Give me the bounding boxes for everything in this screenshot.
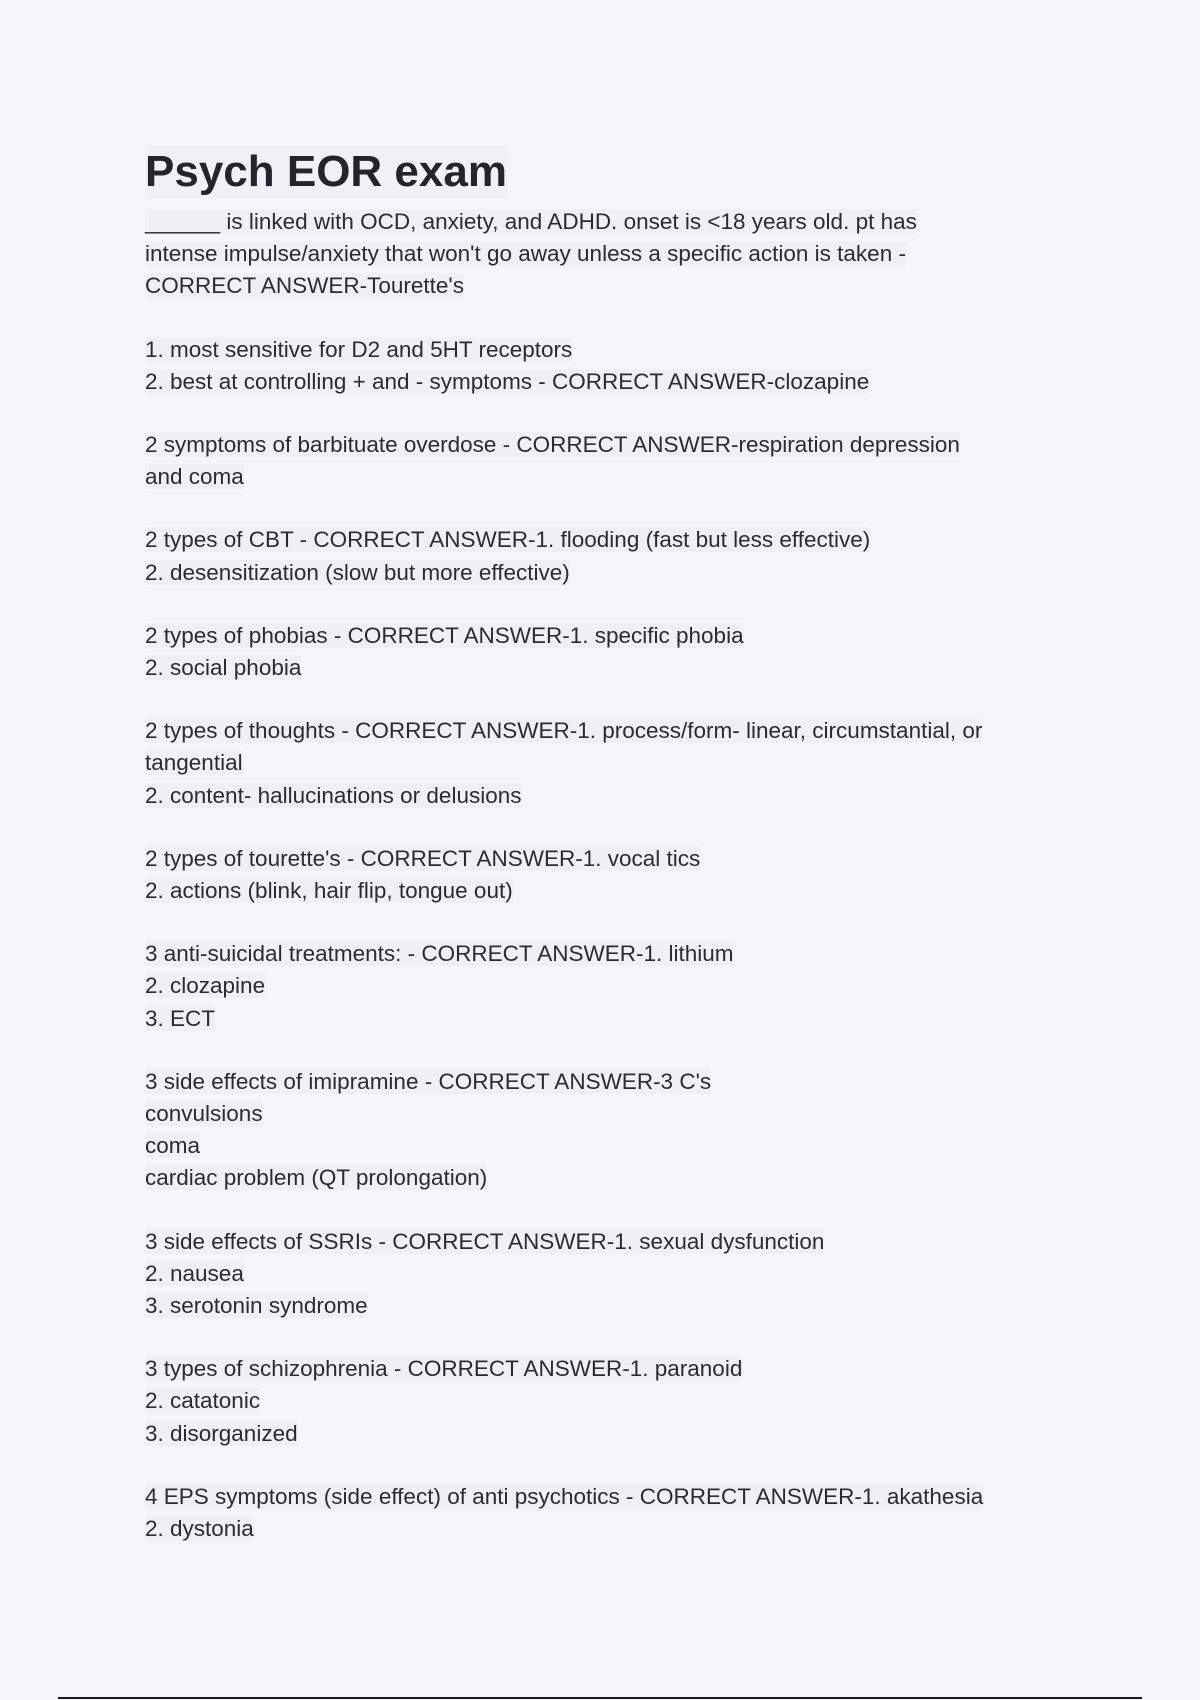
qa-entry-text: tangential: [145, 750, 243, 776]
qa-entry-line: [145, 715, 1065, 747]
qa-entry-text: 2 types of thoughts - CORRECT ANSWER-1. process/form- linear, circumstantial, or: [145, 718, 983, 744]
qa-entry-line: [145, 1066, 1065, 1098]
qa-entry-text: 2. clozapine: [145, 973, 266, 999]
qa-entry-text: cardiac problem (QT prolongation): [145, 1165, 488, 1191]
qa-entry-line: [145, 652, 1065, 684]
qa-entry-text: ______ is linked with OCD, anxiety, and ADHD. onset is <18 years old. pt has: [145, 209, 917, 234]
qa-entry-text: 2. dystonia: [145, 1516, 254, 1542]
qa-entry-line: [145, 1098, 1065, 1130]
qa-entry-line: [145, 461, 1065, 493]
qa-entry-text: 1. most sensitive for D2 and 5HT receptors: [145, 336, 573, 362]
qa-entry-text: 3. ECT: [145, 1005, 216, 1031]
qa-entry: [145, 429, 1065, 493]
qa-entry-line: [145, 524, 1065, 556]
qa-entry-text: coma: [145, 1133, 201, 1159]
qa-entry: [145, 206, 1065, 303]
qa-entry-line: [145, 1162, 1065, 1194]
qa-entry: [145, 843, 1065, 907]
qa-entry: [145, 334, 1065, 398]
qa-entry-line: [145, 1418, 1065, 1450]
qa-entry-line: [145, 1481, 1065, 1513]
qa-entry-text: 2. nausea: [145, 1260, 244, 1286]
qa-entry-text: and coma: [145, 464, 244, 490]
qa-entry-line: [145, 429, 1065, 461]
qa-entry-line: [145, 366, 1065, 398]
qa-entry-line: [145, 938, 1065, 970]
qa-entry-text: 3 types of schizophrenia - CORRECT ANSWER-1. paranoid: [145, 1356, 743, 1382]
qa-entry-text: 2. actions (blink, hair flip, tongue out): [145, 878, 513, 904]
qa-entry-line: [145, 875, 1065, 907]
qa-entry: [145, 620, 1065, 684]
qa-entries: [145, 206, 1065, 1545]
qa-entry-text: 2 types of CBT - CORRECT ANSWER-1. flooding (fast but less effective): [145, 527, 871, 553]
qa-entry-line: [145, 1290, 1065, 1322]
qa-entry: [145, 938, 1065, 1035]
page-title: Psych EOR exam: [145, 147, 507, 196]
qa-entry-text: intense impulse/anxiety that won't go away unless a specific action is taken -: [145, 241, 906, 267]
qa-entry-line: [145, 620, 1065, 652]
qa-entry-text: CORRECT ANSWER-Tourette's: [145, 273, 464, 299]
qa-entry-text: convulsions: [145, 1101, 263, 1127]
qa-entry-text: 2. catatonic: [145, 1388, 261, 1414]
qa-entry-line: [145, 1385, 1065, 1417]
qa-entry-text: 3. disorganized: [145, 1420, 298, 1446]
qa-entry: [145, 1066, 1065, 1195]
qa-entry-text: 2 types of tourette's - CORRECT ANSWER-1. vocal tics: [145, 845, 701, 871]
qa-entry-line: [145, 780, 1065, 812]
qa-entry-line: [145, 1513, 1065, 1545]
qa-entry-line: [145, 206, 1065, 238]
qa-entry: [145, 1353, 1065, 1450]
qa-entry-text: 3 anti-suicidal treatments: - CORRECT ANSWER-1. lithium: [145, 941, 734, 967]
qa-entry-text: 2. best at controlling + and - symptoms - CORRECT ANSWER-clozapine: [145, 368, 870, 394]
qa-entry: [145, 1481, 1065, 1545]
qa-entry-line: [145, 1130, 1065, 1162]
document-content: [145, 146, 1065, 1576]
qa-entry-text: 2. content- hallucinations or delusions: [145, 782, 522, 808]
qa-entry-line: [145, 970, 1065, 1002]
qa-entry-line: [145, 1258, 1065, 1290]
qa-entry-line: [145, 843, 1065, 875]
qa-entry-line: [145, 557, 1065, 589]
qa-entry-line: [145, 238, 1065, 270]
qa-entry-text: 3. serotonin syndrome: [145, 1293, 368, 1319]
qa-entry-line: [145, 747, 1065, 779]
qa-entry-line: [145, 1226, 1065, 1258]
qa-entry-line: [145, 1003, 1065, 1035]
qa-entry: [145, 715, 1065, 812]
qa-entry: [145, 1226, 1065, 1323]
qa-entry-line: [145, 334, 1065, 366]
qa-entry-text: 2 symptoms of barbituate overdose - CORRECT ANSWER-respiration depression: [145, 432, 960, 458]
qa-entry-text: 2 types of phobias - CORRECT ANSWER-1. specific phobia: [145, 622, 744, 648]
qa-entry-line: [145, 1353, 1065, 1385]
qa-entry-text: 3 side effects of SSRIs - CORRECT ANSWER-1. sexual dysfunction: [145, 1228, 825, 1254]
qa-entry-text: 2. desensitization (slow but more effective): [145, 559, 570, 585]
qa-entry-text: 4 EPS symptoms (side effect) of anti psychotics - CORRECT ANSWER-1. akathesia: [145, 1483, 984, 1509]
page-bottom-rule: [58, 1697, 1142, 1699]
qa-entry-text: 2. social phobia: [145, 655, 302, 681]
qa-entry: [145, 524, 1065, 588]
qa-entry-text: 3 side effects of imipramine - CORRECT ANSWER-3 C's: [145, 1068, 712, 1094]
qa-entry-line: [145, 270, 1065, 302]
